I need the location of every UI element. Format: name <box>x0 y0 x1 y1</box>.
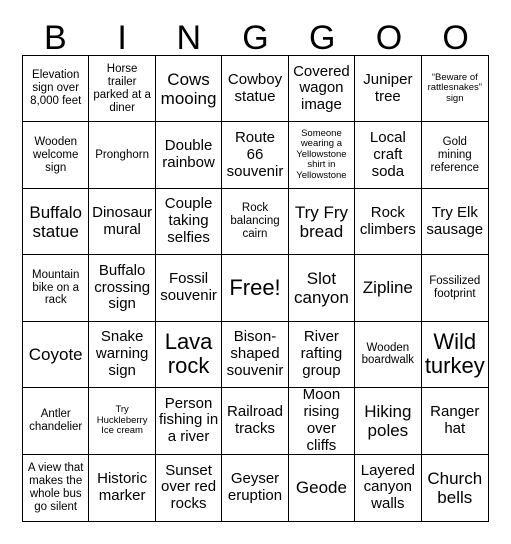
bingo-cell[interactable]: Horse trailer parked at a diner <box>89 56 155 122</box>
bingo-cell[interactable]: Try Elk sausage <box>422 189 488 255</box>
bingo-cell[interactable]: “Beware of rattlesnakes” sign <box>422 56 488 122</box>
bingo-cell[interactable]: Church bells <box>427 468 483 507</box>
bingo-board <box>22 55 489 522</box>
bingo-cell[interactable]: Ranger hat <box>422 388 488 454</box>
bingo-cell[interactable]: Juniper tree <box>355 56 421 122</box>
bingo-cell[interactable]: Try Huckleberry Ice cream <box>89 388 155 454</box>
bingo-cell[interactable]: Wooden welcome sign <box>23 122 89 188</box>
header-letter-1: B <box>44 19 67 57</box>
bingo-cell[interactable]: Zipline <box>355 255 421 321</box>
bingo-cell[interactable]: Covered wagon image <box>289 56 355 122</box>
bingo-cell[interactable]: A view that makes the whole bus go silent <box>23 455 89 521</box>
bingo-cell[interactable]: Mountain bike on a rack <box>23 255 89 321</box>
bingo-cell[interactable]: Wooden boardwalk <box>355 322 421 388</box>
bingo-cell[interactable]: Fossilized footprint <box>422 255 488 321</box>
bingo-cell[interactable]: Cowboy statue <box>222 56 288 122</box>
bingo-cell[interactable]: Coyote <box>23 322 89 388</box>
bingo-cell[interactable]: Rock climbers <box>355 189 421 255</box>
bingo-cell[interactable]: Someone wearing a Yellowstone shirt in Yellowstone <box>289 122 355 188</box>
bingo-cell[interactable]: Gold mining reference <box>422 122 488 188</box>
bingo-cell[interactable]: Fossil souvenir <box>156 255 222 321</box>
bingo-cell[interactable]: Layered canyon walls <box>355 455 421 521</box>
bingo-cell[interactable]: Elevation sign over 8,000 feet <box>23 56 89 122</box>
bingo-cell[interactable]: Pronghorn <box>89 122 155 188</box>
bingo-cell[interactable]: Railroad tracks <box>222 388 288 454</box>
bingo-cell[interactable]: Couple taking selfies <box>156 189 222 255</box>
bingo-cell[interactable]: Person fishing in a river <box>156 388 222 454</box>
header-letter-3: N <box>176 19 202 57</box>
bingo-cell[interactable]: Local craft soda <box>355 122 421 188</box>
bingo-cell[interactable]: Moon rising over cliffs <box>289 388 355 454</box>
bingo-cell[interactable]: Route 66 souvenir <box>222 122 288 188</box>
header-letter-2: I <box>117 19 127 57</box>
bingo-cell[interactable]: Sunset over red rocks <box>156 455 222 521</box>
bingo-cell[interactable]: Buffalo crossing sign <box>89 255 155 321</box>
bingo-cell[interactable]: Buffalo statue <box>23 189 89 255</box>
bingo-cell[interactable]: Cows mooing <box>156 56 222 122</box>
header-letter-5: G <box>308 19 336 57</box>
bingo-cell[interactable]: Try Fry bread <box>289 189 355 255</box>
bingo-cell[interactable]: Lava rock <box>156 322 222 388</box>
bingo-cell[interactable]: Snake warning sign <box>89 322 155 388</box>
bingo-cell[interactable]: Antler chandelier <box>23 388 89 454</box>
bingo-cell[interactable]: Bison-shaped souvenir <box>222 322 288 388</box>
header-letter-4: G <box>242 19 269 57</box>
header-letter-7: O <box>442 19 469 57</box>
bingo-cell[interactable]: Rock balancing cairn <box>222 189 288 255</box>
bingo-cell[interactable]: Double rainbow <box>156 122 222 188</box>
bingo-cell[interactable]: Slot canyon <box>289 255 355 321</box>
bingo-cell[interactable]: Dinosaur mural <box>89 189 155 255</box>
bingo-cell[interactable]: Geyser eruption <box>222 455 288 521</box>
bingo-cell[interactable]: Historic marker <box>89 455 155 521</box>
bingo-cell[interactable]: River rafting group <box>289 322 355 388</box>
header-letter-6: O <box>375 19 403 57</box>
free-space-cell[interactable]: Free! <box>222 255 288 321</box>
bingo-header <box>22 18 489 58</box>
bingo-cell[interactable]: Geode <box>289 455 355 521</box>
bingo-cell[interactable]: Hiking poles <box>355 388 421 454</box>
bingo-cell[interactable]: Wild turkey <box>422 322 488 388</box>
